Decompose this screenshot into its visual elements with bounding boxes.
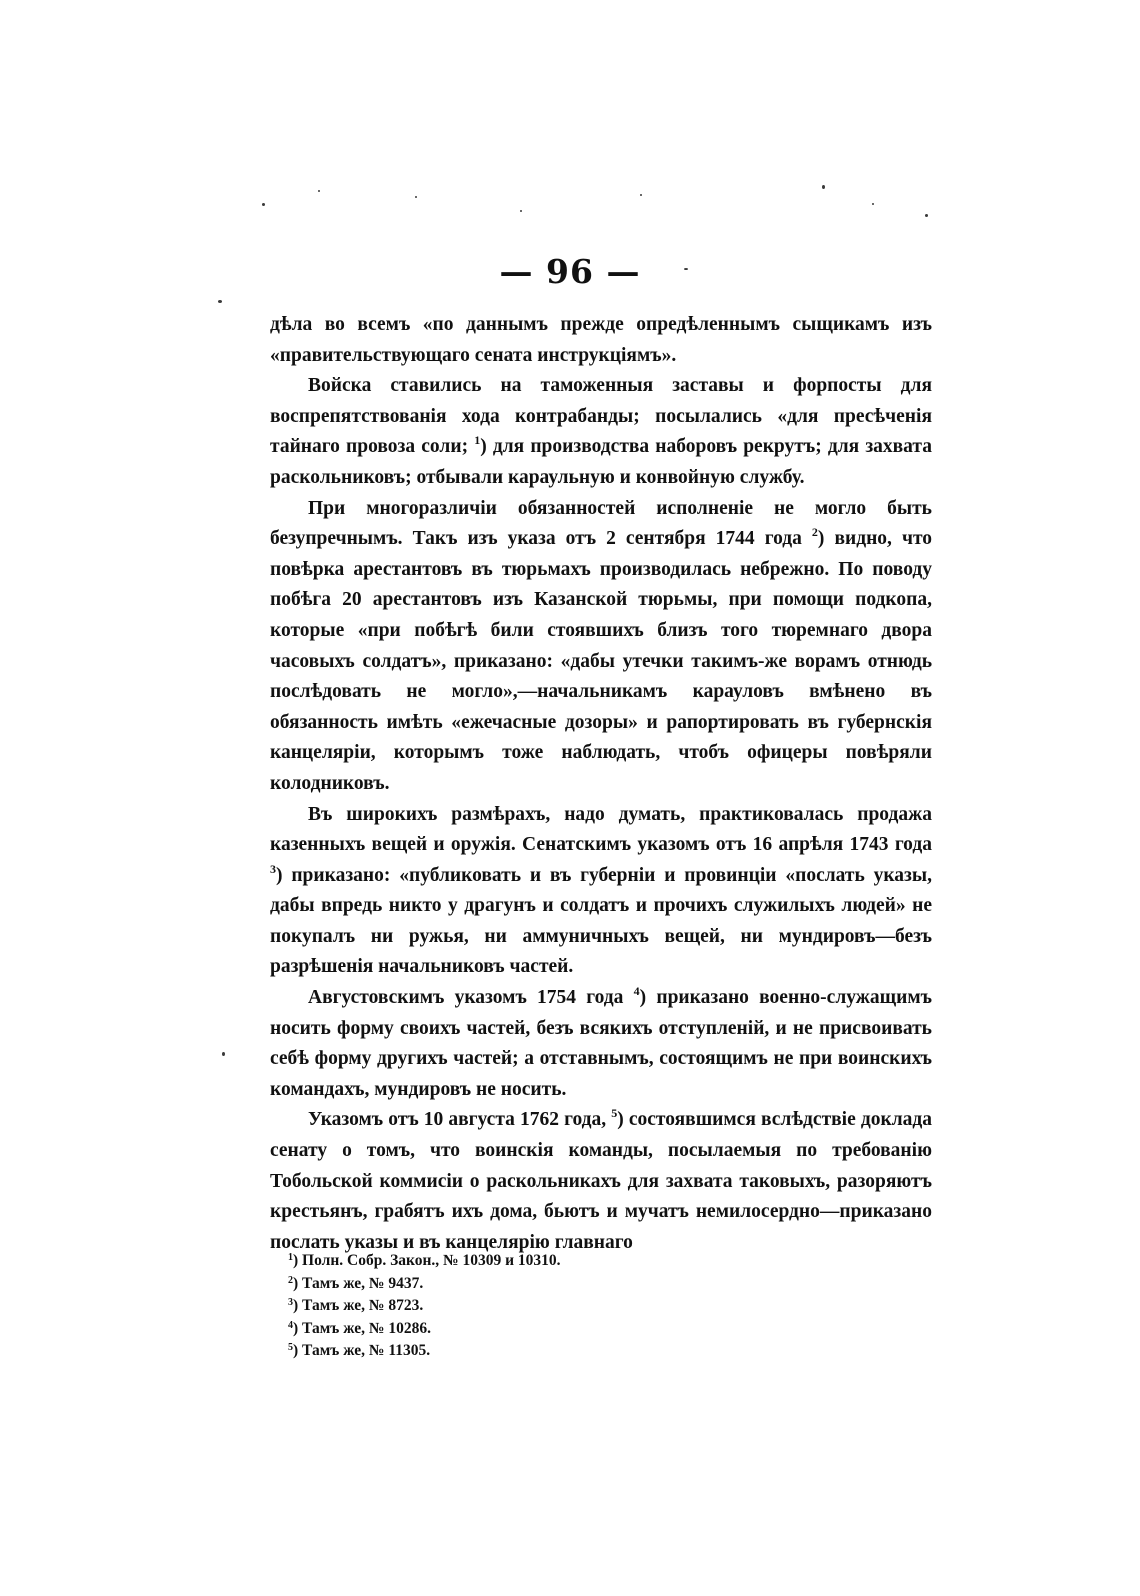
paragraph-text: для производства наборовъ рекрутъ; для захвата раскольниковъ; отбывали караульную и конвойную службу. [270, 436, 932, 488]
footnote [288, 1273, 888, 1296]
paragraph-text: дѣла во всемъ «по даннымъ прежде опредѣленнымъ сыщикамъ изъ «правительствующаго сената инструкціямъ». [270, 314, 932, 366]
scan-speck [415, 196, 417, 198]
footnote-marker-paren: ) [293, 1252, 299, 1269]
footnote-text: Полн. Собр. Закон., № 10309 и 10310. [302, 1252, 561, 1269]
scan-speck [222, 1052, 225, 1056]
paragraph-text: Указомъ отъ 10 августа 1762 года, [308, 1109, 607, 1131]
scan-speck [822, 185, 825, 189]
footnote-number: 4 [288, 1319, 293, 1331]
scan-speck [640, 194, 642, 196]
body-text [270, 310, 932, 1258]
paragraph-text: При многоразличіи обязанностей исполненіе не могло быть безупречнымъ. Такъ изъ указа отъ 2 сентября 1744 года [270, 497, 932, 550]
footnote-number: 5 [288, 1342, 293, 1353]
footnote-marker-paren: ) [817, 528, 825, 550]
paragraph-text: приказано: «публиковать и въ губерніи и провинціи «послать указы, дабы впредь никто у драгунъ и солдатъ и прочихъ служилыхъ людей» не покупалъ ни ружья, ни аммуничныхъ вещей, ни мундировъ—безъ разрѣшенія начальниковъ частей. [270, 864, 932, 978]
footnote-marker-paren: ) [293, 1319, 299, 1337]
paragraph-text: видно, что повѣрка арестантовъ въ тюрьмахъ производилась небрежно. По поводу побѣга 20 арестантовъ изъ Казанской тюрьмы, при помощи подкопа, которые «при побѣгѣ били стоявшихъ близъ того тюремнаго двора часовыхъ солдатъ», приказано: «дабы утечки такимъ-же ворамъ отнюдь послѣдовать не могло»,—начальникамъ карауловъ вмѣнено въ обязанность имѣть «ежечасные дозоры» и рапортировать въ губернскія канцеляріи, которымъ тоже наблюдать, чтобъ офицеры повѣряли колодниковъ. [270, 528, 933, 794]
scan-speck [318, 190, 320, 192]
footnote-marker-paren: ) [617, 1109, 624, 1131]
scan-speck [218, 300, 222, 303]
footnote-text: Тамъ же, № 8723. [302, 1297, 424, 1314]
footnote-marker: 2 [811, 525, 818, 540]
paragraph [270, 983, 932, 1105]
scan-speck [520, 210, 522, 212]
footnote [288, 1318, 888, 1341]
footnote-marker-paren: ) [293, 1342, 299, 1359]
paragraph-text: приказано военно-служащимъ носить форму своихъ частей, безъ всякихъ отступленій, и не присвоивать себѣ форму другихъ частей; а отставнымъ, состоящимъ не при воинскихъ командахъ, мундировъ не носить. [270, 987, 932, 1100]
paragraph [270, 371, 932, 493]
footnote-number: 3 [288, 1297, 293, 1308]
paragraph-text: Въ широкихъ размѣрахъ, надо думать, практиковалась продажа казенныхъ вещей и оружія. Сенатскимъ указомъ отъ 16 апрѣля 1743 года [270, 803, 932, 856]
footnote-marker: 4 [633, 984, 640, 999]
footnote-text: Тамъ же, № 10286. [302, 1319, 431, 1337]
paragraph-text: Войска ставились на таможенныя заставы и форпосты для воспрепятствованія хода контрабанды; посылались «для пресѣченія тайнаго провоза соли; [270, 375, 932, 458]
footnote-text: Тамъ же, № 9437. [302, 1274, 424, 1292]
footnote-marker: 5 [611, 1106, 618, 1121]
footnote [288, 1250, 888, 1273]
footnote-marker-paren: ) [480, 436, 487, 458]
footnote-text: Тамъ же, № 11305. [302, 1342, 431, 1359]
paragraph-text: состоявшимся вслѣдствіе доклада сенату о томъ, что воинскія команды, посылаемыя по требованію Тобольской коммисіи о раскольникахъ для захвата таковыхъ, разоряютъ крестьянъ, грабятъ ихъ дома, бьютъ и мучатъ немилосердно—приказано послать указы и въ канцелярію главнаго [270, 1109, 933, 1253]
footnote [288, 1295, 888, 1318]
paragraph-text: Августовскимъ указомъ 1754 года [308, 987, 624, 1009]
footnote [288, 1340, 888, 1363]
paragraph [270, 800, 932, 984]
scan-speck [872, 203, 874, 205]
footnote-marker-paren: ) [276, 864, 283, 886]
footnote-marker: 3 [270, 861, 276, 876]
footnote-marker: 1 [474, 433, 481, 448]
paragraph [270, 310, 932, 371]
paragraph [270, 1105, 932, 1258]
paragraph [270, 494, 932, 800]
page-number: — 96 — [499, 252, 641, 291]
footnote-marker-paren: ) [293, 1274, 299, 1292]
footnotes [288, 1250, 888, 1363]
footnote-marker-paren: ) [639, 987, 647, 1009]
footnote-number: 1 [288, 1252, 293, 1263]
footnote-number: 2 [288, 1274, 293, 1286]
scan-speck [262, 203, 265, 206]
scan-speck [925, 214, 928, 217]
footnote-marker-paren: ) [293, 1297, 299, 1314]
